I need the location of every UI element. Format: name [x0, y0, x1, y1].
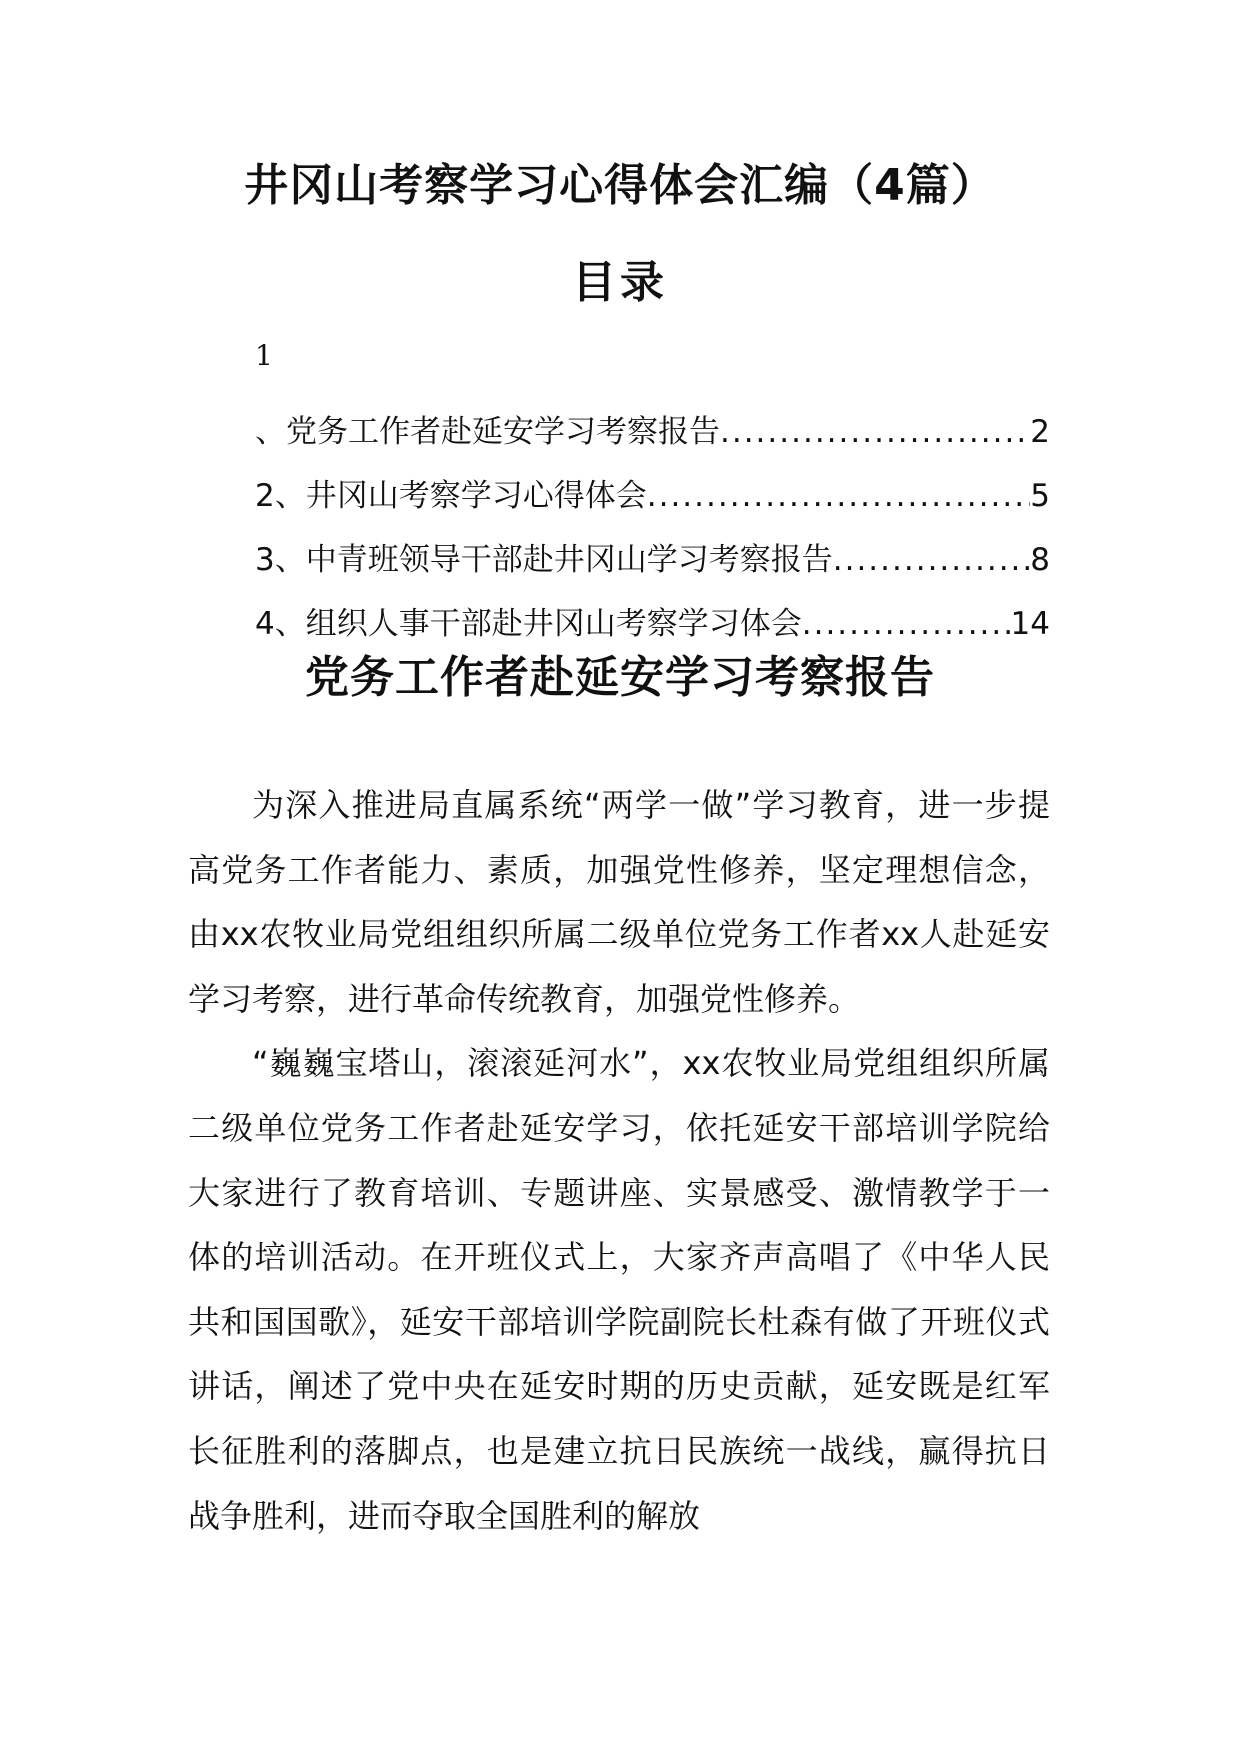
document-title: 井冈山考察学习心得体会汇编（4篇）: [244, 160, 996, 211]
toc-first-number: 1: [255, 339, 273, 372]
toc-entry[interactable]: [255, 400, 1050, 464]
body-paragraph: “巍巍宝塔山，滚滚延河水”，xx农牧业局党组组织所属二级单位党务工作者赴延安学习，依托延安干部培训学院给大家进行了教育培训、专题讲座、实景感受、激情教学于一体的培训活动。在开班仪式上，大家齐声高唱了《中华人民共和国国歌》，延安干部培训学院副院长杜森有做了开班仪式讲话，阐述了党中央在延安时期的历史贡献，延安既是红军长征胜利的落脚点，也是建立抗日民族统一战线，赢得抗日战争胜利，进而夺取全国胜利的解放: [188, 1044, 1050, 1535]
toc-entry[interactable]: [255, 592, 1050, 656]
toc-leader-dots: [720, 400, 1030, 464]
toc-leader-dots: [802, 592, 1011, 656]
toc-entry-page: 2: [1030, 414, 1050, 450]
table-of-contents: [255, 400, 1050, 656]
toc-entry-label: 、党务工作者赴延安学习考察报告: [255, 414, 720, 450]
body-paragraph: 为深入推进局直属系统“两学一做”学习教育，进一步提高党务工作者能力、素质，加强党性修养，坚定理想信念，由xx农牧业局党组组织所属二级单位党务工作者xx人赴延安学习考察，进行革命传统教育，加强党性修养。: [188, 786, 1050, 1018]
toc-entry-label: 3、中青班领导干部赴井冈山学习考察报告: [255, 542, 833, 578]
toc-entry-page: 5: [1030, 478, 1050, 514]
toc-entry-page: 14: [1010, 606, 1050, 642]
toc-leader-dots: [647, 464, 1031, 528]
toc-entry[interactable]: [255, 464, 1050, 528]
toc-leader-dots: [833, 528, 1031, 592]
toc-heading: 目录: [572, 257, 668, 308]
toc-entry-page: 8: [1030, 542, 1050, 578]
section-body: [188, 773, 1050, 1548]
toc-entry-label: 2、井冈山考察学习心得体会: [255, 478, 647, 514]
toc-entry[interactable]: [255, 528, 1050, 592]
section-title: 党务工作者赴延安学习考察报告: [305, 652, 935, 703]
toc-entry-label: 4、组织人事干部赴井冈山考察学习体会: [255, 606, 802, 642]
